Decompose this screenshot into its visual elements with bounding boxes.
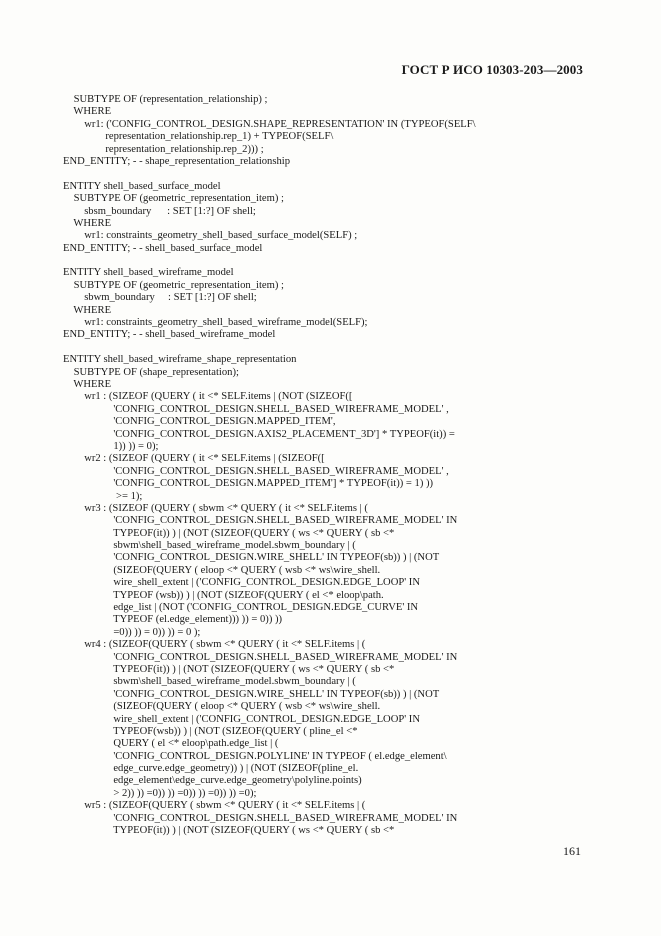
blank-line	[63, 168, 591, 180]
code-line: QUERY ( el <* eloop\path.edge_list | (	[63, 738, 279, 750]
code-listing	[63, 94, 591, 837]
code-line: edge_element\edge_curve.edge_geometry\polyline.points)	[63, 775, 362, 787]
code-line: wr2 : (SIZEOF (QUERY ( it <* SELF.items | (SIZEOF([	[63, 453, 325, 465]
code-line: SUBTYPE OF (representation_relationship) ;	[63, 94, 268, 105]
code-line: END_ENTITY; - - shell_based_surface_model	[63, 242, 263, 254]
code-line: WHERE	[63, 106, 112, 118]
document-header: ГОСТ Р ИСО 10303-203—2003	[401, 62, 583, 77]
blank-line	[63, 342, 591, 354]
code-line: (SIZEOF(QUERY ( eloop <* QUERY ( wsb <* ws\wire_shell.	[63, 564, 381, 576]
code-line: END_ENTITY; - - shell_based_wireframe_model	[63, 329, 276, 341]
code-line: wr5 : (SIZEOF(QUERY ( sbwm <* QUERY ( it <* SELF.items | (	[63, 800, 366, 812]
code-line: 1)) )) = 0);	[63, 440, 159, 452]
code-line: edge_list | (NOT ('CONFIG_CONTROL_DESIGN.EDGE_CURVE' IN	[63, 602, 419, 614]
code-line: sbwm\shell_based_wireframe_model.sbwm_boundary | (	[63, 540, 356, 552]
code-line: edge_curve.edge_geometry)) ) | (NOT (SIZEOF(pline_el.	[63, 763, 359, 775]
code-line: (SIZEOF(QUERY ( eloop <* QUERY ( wsb <* ws\wire_shell.	[63, 701, 381, 713]
code-line: WHERE	[63, 378, 112, 390]
code-line: 'CONFIG_CONTROL_DESIGN.AXIS2_PLACEMENT_3D'] * TYPEOF(it)) =	[63, 428, 455, 440]
code-line: 'CONFIG_CONTROL_DESIGN.WIRE_SHELL' IN TYPEOF(sb)) ) | (NOT	[63, 552, 440, 564]
code-line: ENTITY shell_based_wireframe_model	[63, 267, 234, 279]
code-line: wr1: ('CONFIG_CONTROL_DESIGN.SHAPE_REPRESENTATION' IN (TYPEOF(SELF\	[63, 118, 476, 130]
code-line: TYPEOF(it)) ) | (NOT (SIZEOF(QUERY ( ws <* QUERY ( sb <*	[63, 825, 395, 837]
code-line: wr1 : (SIZEOF (QUERY ( it <* SELF.items | (NOT (SIZEOF([	[63, 391, 353, 403]
code-line: 'CONFIG_CONTROL_DESIGN.SHELL_BASED_WIREFRAME_MODEL' IN	[63, 515, 458, 527]
code-line: 'CONFIG_CONTROL_DESIGN.MAPPED_ITEM',	[63, 416, 336, 428]
code-line: SUBTYPE OF (geometric_representation_item) ;	[63, 279, 284, 291]
code-line: sbwm_boundary : SET [1:?] OF shell;	[63, 292, 257, 304]
code-line: representation_relationship.rep_1) + TYPEOF(SELF\	[63, 131, 334, 143]
code-line: 'CONFIG_CONTROL_DESIGN.SHELL_BASED_WIREFRAME_MODEL' IN	[63, 812, 458, 824]
code-line: wr4 : (SIZEOF(QUERY ( sbwm <* QUERY ( it <* SELF.items | (	[63, 639, 366, 651]
code-line: ENTITY shell_based_wireframe_shape_representation	[63, 354, 297, 366]
code-line: 'CONFIG_CONTROL_DESIGN.SHELL_BASED_WIREFRAME_MODEL' ,	[63, 465, 449, 477]
page-number: 161	[563, 844, 581, 858]
code-line: wire_shell_extent | ('CONFIG_CONTROL_DESIGN.EDGE_LOOP' IN	[63, 577, 420, 589]
code-line: 'CONFIG_CONTROL_DESIGN.SHELL_BASED_WIREFRAME_MODEL' IN	[63, 651, 458, 663]
code-line: ENTITY shell_based_surface_model	[63, 180, 221, 192]
code-line: 'CONFIG_CONTROL_DESIGN.WIRE_SHELL' IN TYPEOF(sb)) ) | (NOT	[63, 688, 440, 700]
code-line: 'CONFIG_CONTROL_DESIGN.POLYLINE' IN TYPEOF ( el.edge_element\	[63, 750, 447, 762]
code-line: sbwm\shell_based_wireframe_model.sbwm_boundary | (	[63, 676, 356, 688]
code-line: TYPEOF(it)) ) | (NOT (SIZEOF(QUERY ( ws <* QUERY ( sb <*	[63, 527, 395, 539]
code-line: wr3 : (SIZEOF (QUERY ( sbwm <* QUERY ( it <* SELF.items | (	[63, 502, 368, 514]
code-line: TYPEOF(it)) ) | (NOT (SIZEOF(QUERY ( ws <* QUERY ( sb <*	[63, 663, 395, 675]
code-line: TYPEOF(wsb)) ) | (NOT (SIZEOF(QUERY ( pline_el <*	[63, 725, 358, 737]
code-line: SUBTYPE OF (geometric_representation_item) ;	[63, 193, 284, 205]
code-line: TYPEOF (el.edge_element))) )) = 0)) ))	[63, 614, 283, 626]
code-line: representation_relationship.rep_2))) ;	[63, 143, 264, 155]
code-line: SUBTYPE OF (shape_representation);	[63, 366, 239, 378]
code-line: END_ENTITY; - - shape_representation_relationship	[63, 155, 291, 167]
code-line: > 2)) )) =0)) )) =0)) )) =0)) )) =0);	[63, 787, 257, 799]
code-line: wr1: constraints_geometry_shell_based_surface_model(SELF) ;	[63, 230, 358, 242]
blank-line	[63, 255, 591, 267]
code-line: 'CONFIG_CONTROL_DESIGN.SHELL_BASED_WIREFRAME_MODEL' ,	[63, 403, 449, 415]
code-line: >= 1);	[63, 490, 143, 502]
code-line: 'CONFIG_CONTROL_DESIGN.MAPPED_ITEM'] * TYPEOF(it)) = 1) ))	[63, 478, 434, 490]
code-line: WHERE	[63, 304, 112, 316]
code-line: WHERE	[63, 217, 112, 229]
code-line: TYPEOF (wsb)) ) | (NOT (SIZEOF(QUERY ( el <* eloop\path.	[63, 589, 384, 601]
code-line: sbsm_boundary : SET [1:?] OF shell;	[63, 205, 256, 217]
code-line: =0)) )) = 0)) )) = 0 );	[63, 626, 201, 638]
code-line: wire_shell_extent | ('CONFIG_CONTROL_DESIGN.EDGE_LOOP' IN	[63, 713, 420, 725]
code-line: wr1: constraints_geometry_shell_based_wireframe_model(SELF);	[63, 317, 368, 329]
